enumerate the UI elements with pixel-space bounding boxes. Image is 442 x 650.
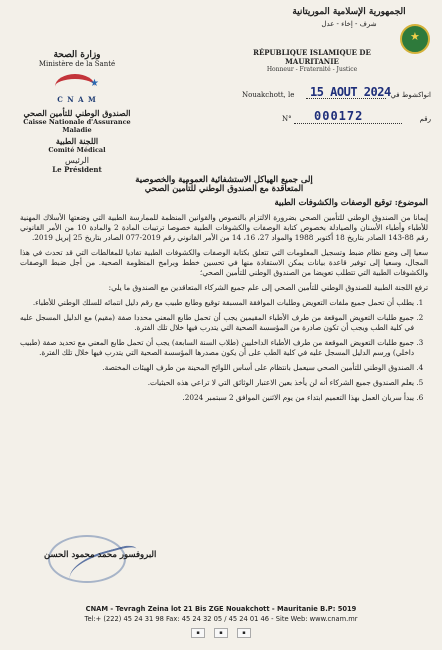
addressee-line-2: المتعاقدة مع الصندوق الوطني للتأمين الصحي: [144, 183, 304, 193]
committee-ar: اللجنة الطبية: [55, 136, 99, 146]
handwritten-date: 15 AOUT 2024: [310, 85, 391, 99]
footer-address: CNAM - Tevragh Zeina lot 21 Bis ZGE Nouakchott - Mauritanie B.P: 5019: [85, 605, 357, 613]
place-fr: Nouakchott, le: [242, 91, 295, 99]
signatory-name: البروفسور محمد محمود الحسن: [44, 550, 157, 560]
list-item: 5. يعلم الصندوق جميع الشركاء أنه لن يأخذ بعين الاعتبار الوثائق التي لا تراعي هذه الحيثيات.: [20, 378, 414, 388]
instruction-list: [20, 298, 428, 403]
paragraph-3: ترفع اللجنة الطبية للصندوق الوطني للتأمين الصحي إلى علم جميع الشركاء المتعاقدين مع الصندوق ما يلي:: [108, 283, 428, 292]
certification-logo-icon: ▪: [214, 628, 227, 638]
list-item: 3. جميع طلبات التعويض الموقعة من طرف الأطباء الداخليين (طلاب السنة السابعة) يجب أن تحمل طابع المعني مع تحديد صفة (طبيب داخلي) ورسم الدليل المسجل عليه في كلية الطب على أن يكون مصدرها المؤسسة الصحية التي يتدرب فيها خلال تلك الفترة.: [20, 338, 414, 358]
org-name-ar: الصندوق الوطني للتأمين الصحي: [23, 108, 131, 118]
paragraph-1: إيمانا من الصندوق الوطني للتأمين الصحي بضرورة الالتزام بالنصوص والقوانين المنظمة للممارسة الطبية التي وضعتها الأسلاك المهنية للأطباء وأطباء الأسنان والصيادلة بخصوص كتابة الوصفات والكشوفات الطبية خصوصا ترتيبات المادة 2 والمادة 10 من الأمر القانوني رقم 88-143 الصادر بتاريخ 18 أكتوبر 1988 والمواد 27، 16، 14 من الأمر القانوني رقم 2019-077 الصادر بتاريخ 25 إبريل 2019.: [20, 213, 429, 242]
paragraph-2: سعيا إلى وضع نظام ضبط وتسجيل المعلومات التي تتعلق بكتابة الوصفات والكشوفات الطبية تفاديا للمغالطات التي قد تحدث في هذا المجال، وسعيا إلى توفير قاعدة بيانات يمكن الاستفادة منها في تحسين خطط وبرامج المنظومة الصحية. من أجل ضبط الوصفات والكشوفات الطبية التي تتطلب تعويضا من الصندوق الوطني للتأمين الصحي؛: [20, 248, 428, 277]
republic-name-ar: الجمهورية الإسلامية الموريتانية: [292, 7, 406, 17]
place-ar: انواكشوط في: [390, 91, 431, 99]
president-fr: Le Président: [52, 165, 102, 174]
addressee-line-1: إلى جميع الهياكل الاستشفائية العمومية والخصوصية: [135, 174, 313, 184]
national-emblem-icon: ★: [400, 24, 430, 54]
certification-logo-icon: ▪: [237, 628, 250, 638]
org-name-fr: Caisse Nationale d'Assurance Maladie: [23, 118, 131, 134]
logo-text: C N A M: [57, 95, 97, 104]
republic-name-fr: RÉPUBLIQUE ISLAMIQUE DE MAURITANIE: [253, 48, 371, 66]
list-item: 4. الصندوق الوطني للتأمين الصحي سيعمل بانتظام على أساس اللوائح المحينة من طرف الهيئات المختصة.: [20, 363, 414, 373]
ministry-name-fr: Ministère de la Santé: [38, 60, 116, 68]
list-item: 2. جميع طلبات التعويض الموقعة من طرف الأطباء المقيمين يجب أن تحمل طابع المعني محددا صفة (مقيم) مع الدليل المسجل عليه في كلية الطب ويجب أن تكون صادرة من المؤسسة الصحية التي يتدرب فيها خلال تلك الفترة.: [20, 313, 414, 333]
cnam-logo-icon: ★ C N A M: [49, 72, 105, 104]
handwritten-number: 000172: [314, 109, 364, 123]
number-label: N°: [282, 115, 292, 123]
institution-header: [12, 50, 142, 174]
certification-logos: [0, 628, 442, 638]
republic-header-fr: [232, 48, 392, 73]
letter-body: [20, 176, 428, 408]
footer: [0, 604, 442, 624]
list-item: 1. يطلب أن تحمل جميع ملفات التعويض وطلبات الموافقة المسبقة توقيع وطابع طبيب مع رقم دليل انتمائه للسلك الوطني للأطباء.: [20, 298, 414, 308]
motto-ar: شرف - إخاء - عدل: [321, 20, 377, 28]
ministry-name-ar: وزارة الصحة: [53, 50, 101, 60]
subject-line: الموضوع: توقيع الوصفات والكشوفات الطبية: [274, 197, 428, 207]
date-line: [190, 85, 435, 104]
reference-number-line: [190, 111, 435, 127]
list-item: 6. يبدأ سريان العمل بهذا التعميم ابتداء من يوم الاثنين الموافق 2 سبتمبر 2024.: [20, 393, 414, 403]
footer-contact: Tel:+ (222) 45 24 31 98 Fax: 45 24 32 05 / 45 24 01 46 - Site Web: www.cnam.mr: [84, 615, 358, 623]
certification-logo-icon: ▪: [191, 628, 204, 638]
president-ar: الرئيس: [65, 156, 89, 165]
committee-fr: Comité Médical: [48, 146, 106, 154]
number-label-ar: رقم: [419, 115, 431, 123]
motto-fr: Honneur - Fraternité - Justice: [266, 66, 358, 73]
